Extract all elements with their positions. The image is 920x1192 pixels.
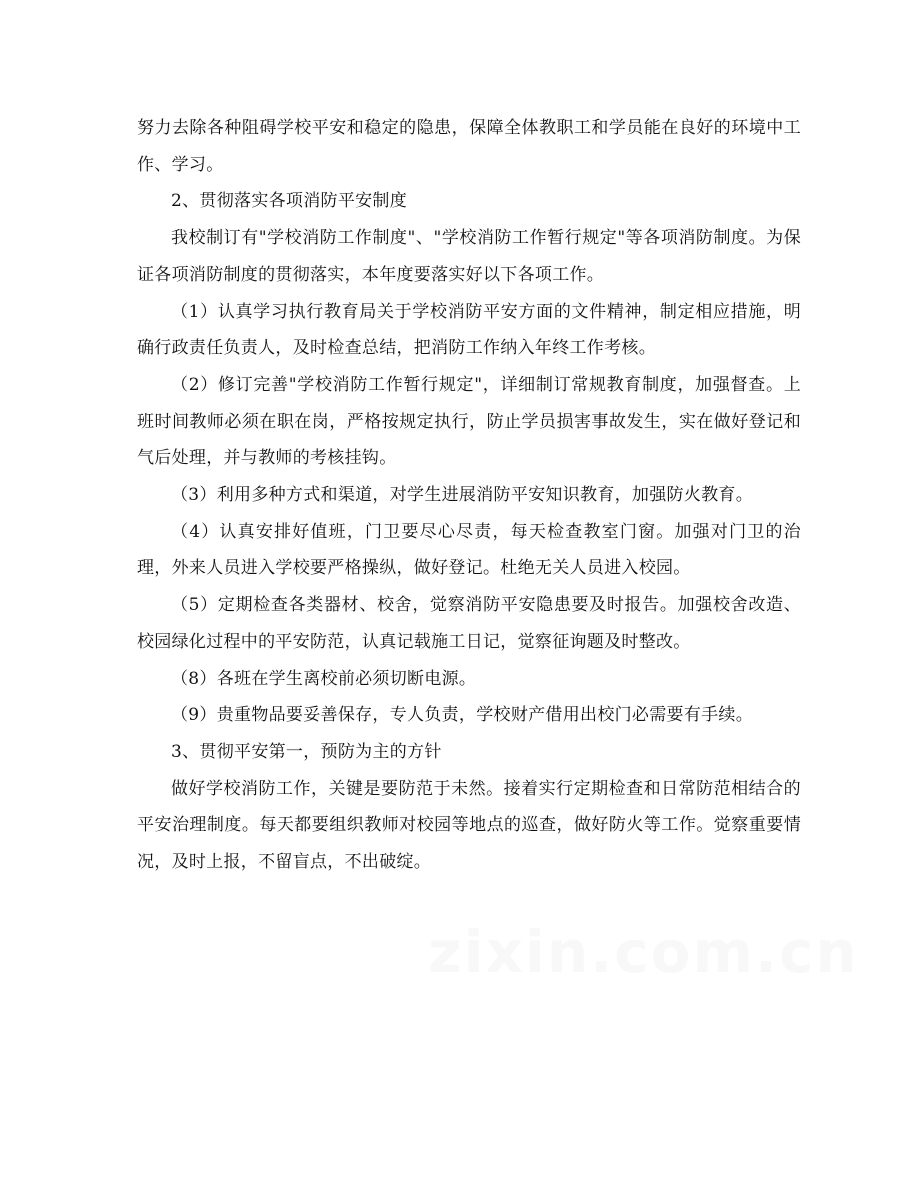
list-item-8: （8）各班在学生离校前必须切断电源。 (171, 668, 477, 689)
list-item-3: （3）利用多种方式和渠道，对学生进展消防平安知识教育，加强防火教育。 (171, 485, 754, 506)
watermark: zixin.com.cn (428, 918, 859, 986)
list-item-2: （2）修订完善"学校消防工作暂行规定"，详细制订常规教育制度，加强督查。上班时间教师必须在职在岗，严格按规定执行，防止学员损害事故发生，实在做好登记和气后处理，并与教师的考核挂钩。 (137, 374, 801, 469)
section-heading-2: 2、贯彻落实各项消防平安制度 (171, 191, 408, 212)
list-item-4: （4）认真安排好值班，门卫要尽心尽责，每天检查教室门窗。加强对门卫的治理，外来人员进入学校要严格操纵，做好登记。杜绝无关人员进入校园。 (137, 521, 801, 579)
list-item-5: （5）定期检查各类器材、校舍，觉察消防平安隐患要及时报告。加强校舍改造、校园绿化过程中的平安防范，认真记载施工日记，觉察征询题及时整改。 (137, 595, 801, 652)
paragraph-continuation: 努力去除各种阻碍学校平安和稳定的隐患，保障全体教职工和学员能在良好的环境中工作、学习。 (137, 118, 801, 175)
document-body (137, 110, 801, 881)
paragraph-prevention: 做好学校消防工作，关键是要防范于未然。接着实行定期检查和日常防范相结合的平安治理制度。每天都要组织教师对校园等地点的巡查，做好防火等工作。觉察重要情况，及时上报，不留盲点，不出破绽。 (137, 778, 801, 873)
paragraph-regulations: 我校制订有"学校消防工作制度"、"学校消防工作暂行规定"等各项消防制度。为保证各项消防制度的贯彻落实，本年度要落实好以下各项工作。 (137, 228, 801, 285)
list-item-1: （1）认真学习执行教育局关于学校消防平安方面的文件精神，制定相应措施，明确行政责任负责人，及时检查总结，把消防工作纳入年终工作考核。 (137, 301, 801, 359)
list-item-9: （9）贵重物品要妥善保存，专人负责，学校财产借用出校门必需要有手续。 (171, 705, 754, 726)
section-heading-3: 3、贯彻平安第一，预防为主的方针 (171, 741, 442, 762)
